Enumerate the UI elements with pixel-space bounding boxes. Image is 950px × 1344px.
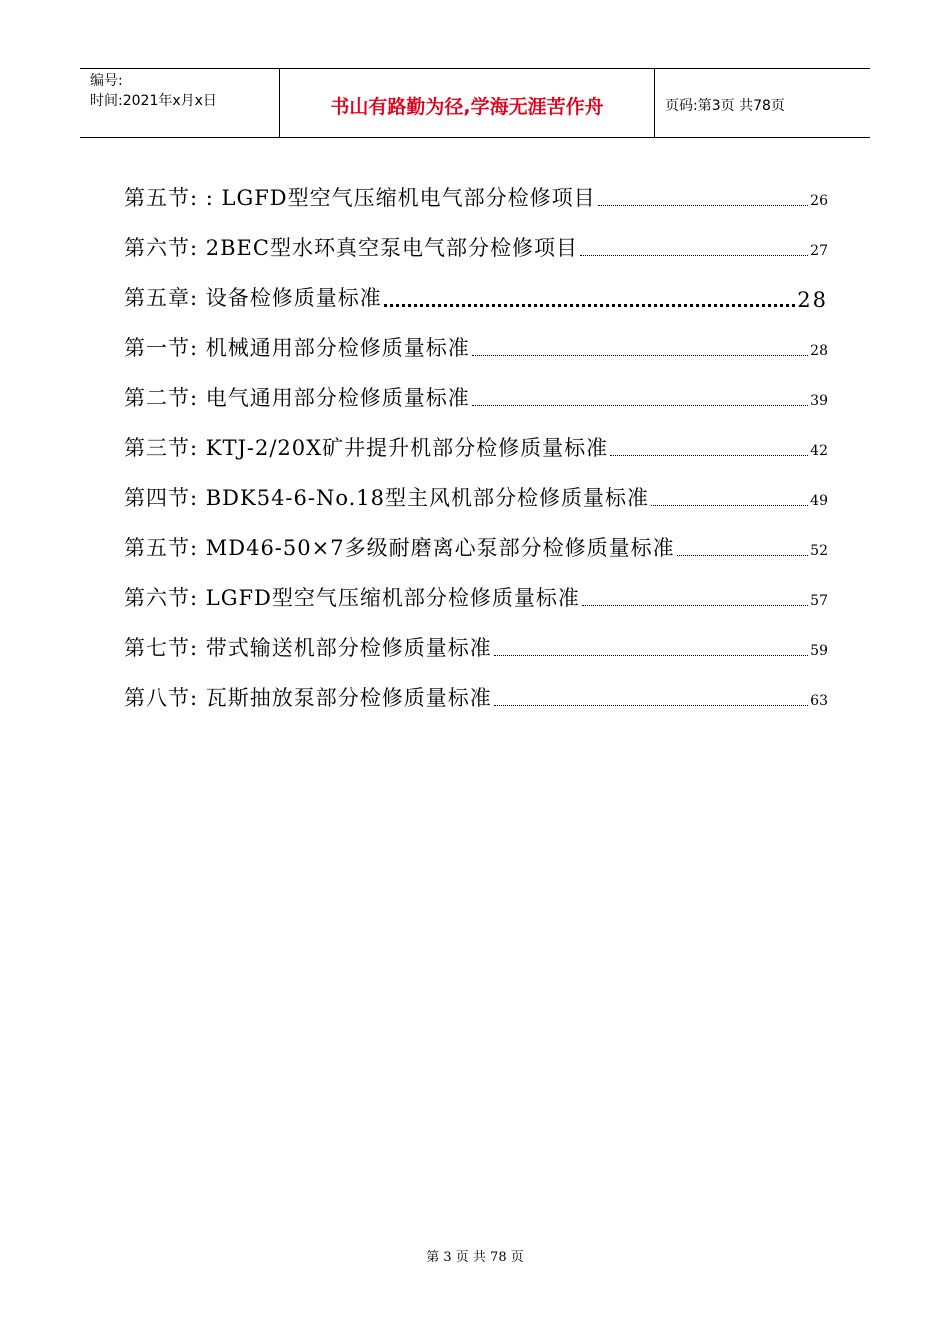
toc-leader (651, 504, 808, 506)
toc-entry-title: 第五章: 设备检修质量标准 (124, 286, 382, 310)
toc-leader (494, 654, 808, 656)
toc-leader (610, 454, 808, 456)
toc-entry[interactable] (124, 612, 828, 662)
toc-entry-title: 第八节: 瓦斯抽放泵部分检修质量标准 (124, 686, 492, 710)
toc-entry-page: 49 (810, 493, 828, 509)
toc-leader (472, 404, 808, 406)
toc-entry[interactable] (124, 462, 828, 512)
toc-entry-page: 63 (810, 693, 828, 709)
toc-leader (582, 604, 808, 606)
toc-entry[interactable] (124, 562, 828, 612)
toc-entry-title: 第七节: 带式输送机部分检修质量标准 (124, 636, 492, 660)
header-motto: 书山有路勤为径,学海无涯苦作舟 (280, 69, 655, 137)
toc-leader (677, 554, 809, 556)
toc-entry-title: 第六节: LGFD型空气压缩机部分检修质量标准 (124, 586, 580, 610)
time-label: 时间:2021年x月x日 (90, 93, 217, 109)
toc-entry-page: 57 (810, 593, 828, 609)
toc-entry-page: 52 (810, 543, 828, 559)
toc-entry-page: 28 (810, 343, 828, 359)
toc-leader (472, 354, 808, 356)
toc-leader (580, 254, 808, 256)
toc-entry-page: 42 (810, 443, 828, 459)
toc-entry[interactable] (124, 412, 828, 462)
toc-entry-title: 第四节: BDK54-6-No.18型主风机部分检修质量标准 (124, 486, 650, 510)
header-meta (80, 69, 280, 137)
number-label: 编号: (90, 73, 123, 89)
toc-chapter-entry[interactable] (124, 262, 828, 312)
toc-entry[interactable] (124, 162, 828, 212)
toc-entry[interactable] (124, 362, 828, 412)
toc-entry-page: 28 (797, 288, 828, 312)
table-of-contents (124, 162, 828, 712)
toc-entry-title: 第六节: 2BEC型水环真空泵电气部分检修项目 (124, 236, 578, 260)
toc-entry[interactable] (124, 312, 828, 362)
toc-entry-title: 第三节: KTJ-2/20X矿井提升机部分检修质量标准 (124, 436, 609, 460)
toc-entry-title: 第一节: 机械通用部分检修质量标准 (124, 336, 470, 360)
page-footer: 第 3 页 共 78 页 (426, 1250, 524, 1265)
toc-entry[interactable] (124, 512, 828, 562)
toc-entry-page: 27 (810, 243, 828, 259)
toc-entry-page: 26 (810, 193, 828, 209)
toc-entry[interactable] (124, 212, 828, 262)
toc-leader (384, 303, 796, 307)
toc-leader (494, 704, 808, 706)
page-header (80, 68, 870, 138)
header-page-info: 页码:第3页 共78页 (665, 98, 785, 114)
toc-entry-title: 第五节: MD46-50×7多级耐磨离心泵部分检修质量标准 (124, 536, 675, 560)
toc-entry-title: 第二节: 电气通用部分检修质量标准 (124, 386, 470, 410)
toc-entry[interactable] (124, 662, 828, 712)
toc-leader (598, 204, 809, 206)
toc-entry-page: 39 (810, 393, 828, 409)
toc-entry-title: 第五节: : LGFD型空气压缩机电气部分检修项目 (124, 186, 596, 210)
toc-entry-page: 59 (810, 643, 828, 659)
